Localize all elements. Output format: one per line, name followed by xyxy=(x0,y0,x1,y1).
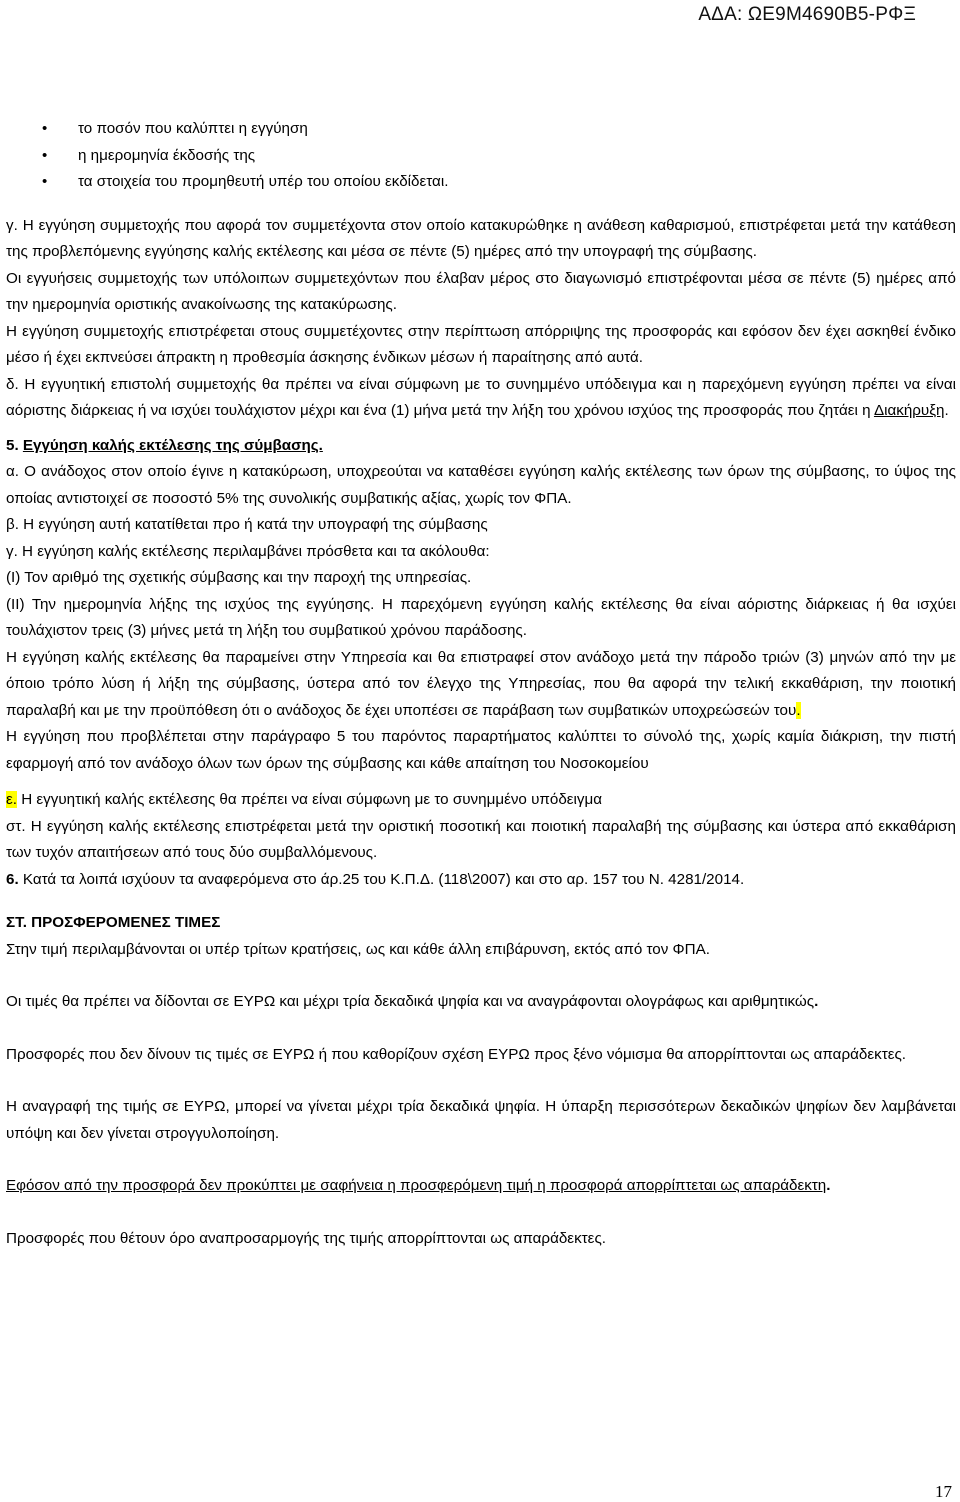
price-paragraph-2-dot: . xyxy=(814,993,819,1010)
paragraph-b: β. Η εγγύηση αυτή κατατίθεται προ ή κατά την υπογραφή της σύμβασης xyxy=(6,516,488,533)
paragraph-e-text: Η εγγυητική καλής εκτέλεσης θα πρέπει να είναι σύμφωνη με το συνημμένο υπόδειγμα xyxy=(17,791,603,808)
paragraph-a: α. Ο ανάδοχος στον οποίο έγινε η κατακύρωση, υποχρεούται να καταθέσει εγγύηση καλής εκτέλεσης των όρων της σύμβασης, το ύψος της οποίας αντιστοιχεί σε ποσοστό 5% της συνολικής συμβατικής αξίας, χωρίς τον ΦΠΑ. xyxy=(6,463,956,507)
paragraph-6 xyxy=(6,867,956,894)
ada-code: ΑΔΑ: ΩΕ9Μ4690Β5-ΡΦΞ xyxy=(698,4,916,25)
section-6-number: 6. xyxy=(6,870,19,888)
paragraph-d-dot: . xyxy=(944,402,949,419)
paragraph-remain xyxy=(6,645,956,725)
paragraph-others: Οι εγγυήσεις συμμετοχής των υπόλοιπων συμμετεχόντων που έλαβαν μέρος στο διαγωνισμό επιστρέφονται μέσα σε πέντε (5) ημέρες από την ημερομηνία οριστικής ανακοίνωσης της κατακύρωσης. xyxy=(6,269,956,313)
section-st-title: ΣΤ. ΠΡΟΣΦΕΡΟΜΕΝΕΣ ΤΙΜΕΣ xyxy=(6,914,221,931)
price-paragraph-1: Στην τιμή περιλαμβάνονται οι υπέρ τρίτων κρατήσεις, ως και κάθε άλλη επιβάρυνση, εκτός από τον ΦΠΑ. xyxy=(6,940,710,958)
section-6-text: Κατά τα λοιπά ισχύουν τα αναφερόμενα στο άρ.25 του Κ.Π.Δ. (118\2007) και στο αρ. 157 του Ν. 4281/2014. xyxy=(18,870,745,888)
guarantee-details-list xyxy=(6,116,956,196)
price-paragraph-2-text: Οι τιμές θα πρέπει να δίδονται σε ΕΥΡΩ και μέχρι τρία δεκαδικά ψηφία και να αναγράφονται ολογράφως και αριθμητικώς xyxy=(6,993,815,1010)
paragraph-remain-text: Η εγγύηση καλής εκτέλεσης θα παραμείνει στην Υπηρεσία και θα επιστραφεί στον ανάδοχο μετά την πάροδο τριών (3) μηνών από την με όποιο τρόπο λύση ή λήξη της σύμβασης, ύστερα από τον έλεγχο της Υπηρεσίας, που θα αφορά την τελική εκκαθάριση, την ποιοτική παραλαβή και με την προϋπόθεση ότι ο ανάδοχος δε έχει υποπέσει σε παράβαση των συμβατικών υποχρεώσεών του xyxy=(6,648,956,719)
section-5-number: 5. xyxy=(6,436,23,454)
price-paragraph-5-dot: . xyxy=(826,1177,831,1194)
price-paragraph-5-text: Εφόσον από την προσφορά δεν προκύπτει με σαφήνεια η προσφερόμενη τιμή η προσφορά απορρίπτεται ως απαράδεκτη xyxy=(6,1177,827,1194)
paragraph-g2: γ. Η εγγύηση καλής εκτέλεσης περιλαμβάνει πρόσθετα και τα ακόλουθα: xyxy=(6,542,490,560)
paragraph-d-text: δ. Η εγγυητική επιστολή συμμετοχής θα πρέπει να είναι σύμφωνη με το συνημμένο υπόδειγμα και η παρεχόμενη εγγύηση πρέπει να είναι αόριστης διάρκειας ή να ισχύει τουλάχιστον μέχρι και ένα (1) μήνα μετά την λήξη του χρόνου ισχύος της προσφοράς που ζητάει η xyxy=(6,375,956,419)
price-paragraph-6: Προσφορές που θέτουν όρο αναπροσαρμογής της τιμής απορρίπτονται ως απαράδεκτες. xyxy=(6,1229,606,1247)
highlighted-dot: . xyxy=(796,701,801,719)
paragraph-i: (Ι) Τον αριθμό της σχετικής σύμβασης και την παροχή της υπηρεσίας. xyxy=(6,569,472,586)
paragraph-ii: (ΙΙ) Την ημερομηνία λήξης της ισχύος της εγγύησης. Η παρεχόμενη εγγύηση καλής εκτέλεσης θα είναι αόριστης διάρκειας ή θα ισχύει τουλάχιστον τρεις (3) μήνες μετά τη λήξη του συμβατικού χρόνου παράδοσης. xyxy=(6,595,956,639)
diakiryxi-link: Διακήρυξη xyxy=(873,402,945,419)
paragraph-cover: Η εγγύηση που προβλέπεται στην παράγραφο 5 του παρόντος παραρτήματος καλύπτει το σύνολό της, χωρίς καμία διάκριση, την πιστή εφαρμογή από τον ανάδοχο όλων των όρων της σύμβασης και κάθε απαίτηση του Νοσοκομείου xyxy=(6,728,956,772)
price-paragraph-4: Η αναγραφή της τιμής σε ΕΥΡΩ, μπορεί να γίνεται μέχρι τρία δεκαδικά ψηφία. Η ύπαρξη περισσότερων δεκαδικών ψηφίων δεν λαμβάνεται υπόψη και δεν γίνεται στρογγυλοποίηση. xyxy=(6,1098,956,1142)
highlighted-letter: ε. xyxy=(6,791,17,808)
list-item: • τα στοιχεία του προμηθευτή υπέρ του οποίου εκδίδεται. xyxy=(6,169,956,196)
section-5-title: Εγγύηση καλής εκτέλεσης της σύμβασης. xyxy=(22,436,323,454)
paragraph-reject: Η εγγύηση συμμετοχής επιστρέφεται στους συμμετέχοντες στην περίπτωση απόρριψης της προσφοράς και εφόσον δεν έχει ασκηθεί ένδικο μέσο ή έχει εκπνεύσει άπρακτη η προθεσμία άσκησης ένδικων μέσων ή παραίτησης από αυτά. xyxy=(6,322,956,366)
price-paragraph-5 xyxy=(6,1173,956,1200)
list-item: • το ποσόν που καλύπτει η εγγύηση xyxy=(6,116,956,143)
list-item: • η ημερομηνία έκδοσής της xyxy=(6,143,956,170)
paragraph-d xyxy=(6,372,956,425)
paragraph-e xyxy=(6,787,956,814)
price-paragraph-2 xyxy=(6,989,956,1016)
paragraph-st: στ. Η εγγύηση καλής εκτέλεσης επιστρέφεται μετά την οριστική ποσοτική και ποιοτική παραλαβή της σύμβασης και ύστερα από εκκαθάριση των τυχόν απαιτήσεων από τους δύο συμβαλλόμενους. xyxy=(6,817,956,861)
price-paragraph-3: Προσφορές που δεν δίνουν τις τιμές σε ΕΥΡΩ ή που καθορίζουν σχέση ΕΥΡΩ προς ξένο νόμισμα θα απορρίπτονται ως απαράδεκτες. xyxy=(6,1045,907,1063)
document-body xyxy=(6,116,956,1252)
paragraph-g: γ. Η εγγύηση συμμετοχής που αφορά τον συμμετέχοντα στον οποίο κατακυρώθηκε η ανάθεση καθαρισμού, επιστρέφεται μετά την κατάθεση της προβλεπόμενης εγγύησης καλής εκτέλεσης και μέσα σε πέντε (5) ημέρες από την υπογραφή της σύμβασης. xyxy=(6,216,956,260)
page-number: 17 xyxy=(935,1482,952,1501)
section-5-heading xyxy=(6,433,956,460)
